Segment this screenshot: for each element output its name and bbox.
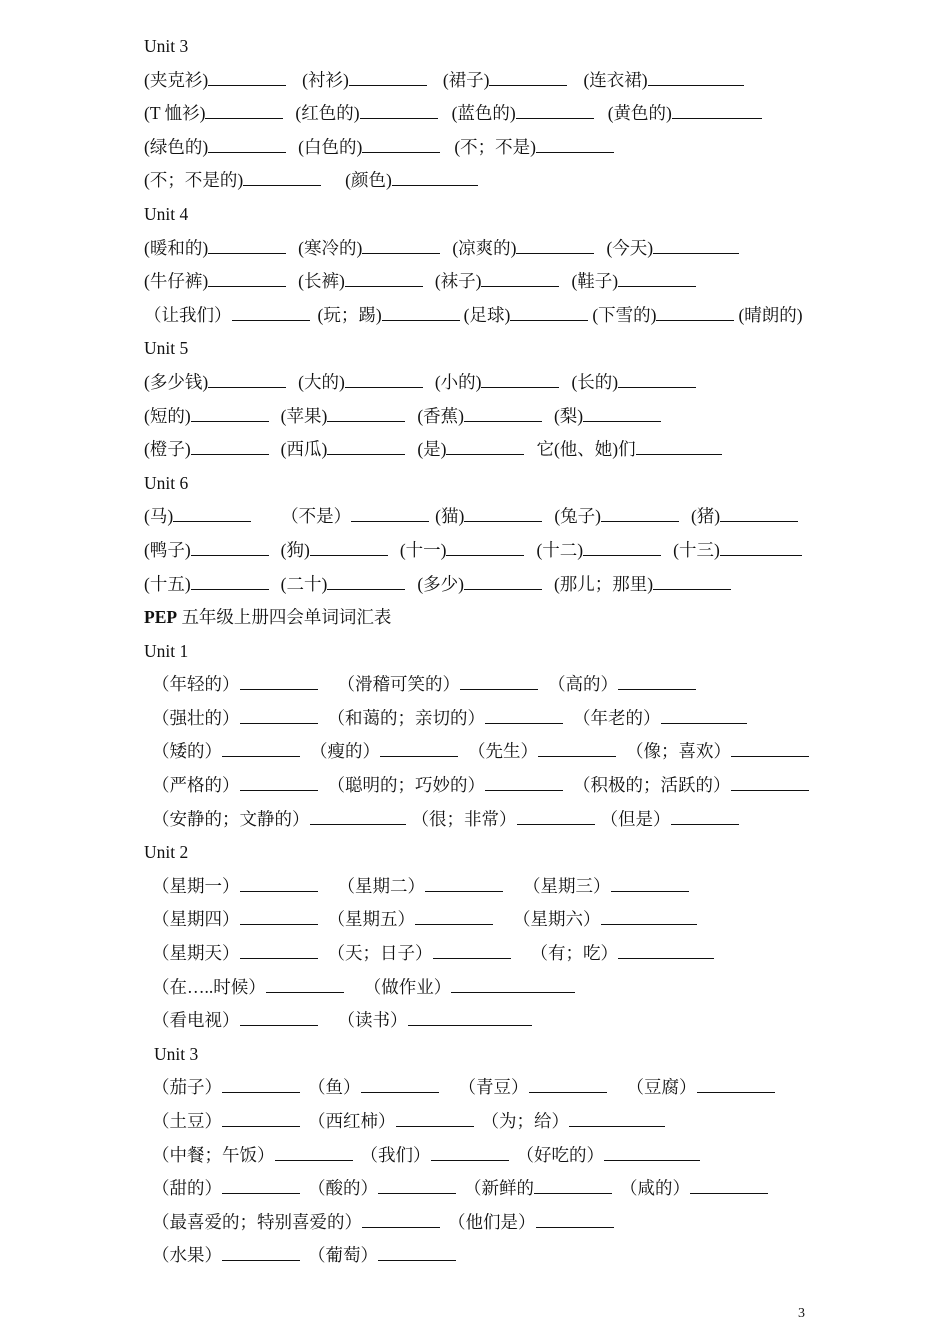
vocab-prompt: （看电视） <box>152 1010 240 1031</box>
answer-blank[interactable] <box>604 1159 700 1161</box>
vocab-row <box>144 702 824 736</box>
answer-blank[interactable] <box>208 84 286 86</box>
vocab-prompt: （在…..时候） <box>152 976 266 997</box>
vocab-prompt: (那儿；那里) <box>553 573 654 594</box>
vocab-prompt: (晴朗的) <box>738 304 803 325</box>
answer-blank[interactable] <box>205 117 283 119</box>
vocab-prompt: (长裤) <box>298 271 345 292</box>
answer-blank[interactable] <box>481 386 559 388</box>
answer-blank[interactable] <box>618 285 696 287</box>
answer-blank[interactable] <box>208 151 286 153</box>
vocab-row <box>144 1206 824 1240</box>
vocab-prompt: （茄子） <box>152 1077 222 1098</box>
vocab-row <box>144 735 824 769</box>
answer-blank[interactable] <box>191 554 269 556</box>
vocab-prompt: （星期三） <box>523 875 611 896</box>
unit-heading: Unit 1 <box>144 640 189 661</box>
answer-blank[interactable] <box>425 890 503 892</box>
answer-blank[interactable] <box>362 151 440 153</box>
vocab-prompt: (蓝色的) <box>451 103 516 124</box>
title-text: 五年级上册四会单词词汇表 <box>177 607 392 628</box>
vocab-prompt: (暖和的) <box>144 237 209 258</box>
answer-blank[interactable] <box>485 789 563 791</box>
answer-blank[interactable] <box>451 991 575 993</box>
vocab-prompt: （星期五） <box>327 909 415 930</box>
answer-blank[interactable] <box>516 117 594 119</box>
answer-blank[interactable] <box>583 554 661 556</box>
vocab-prompt: （好吃的） <box>516 1144 604 1165</box>
vocab-prompt: (颜色) <box>345 170 392 191</box>
answer-blank[interactable] <box>208 386 286 388</box>
answer-blank[interactable] <box>361 1091 439 1093</box>
vocab-prompt: （星期四） <box>152 909 240 930</box>
answer-blank[interactable] <box>240 890 318 892</box>
answer-blank[interactable] <box>464 588 542 590</box>
answer-blank[interactable] <box>351 520 429 522</box>
answer-blank[interactable] <box>310 554 388 556</box>
answer-blank[interactable] <box>396 1125 474 1127</box>
answer-blank[interactable] <box>485 722 563 724</box>
vocab-prompt: （矮的） <box>152 741 222 762</box>
vocab-prompt: （读书） <box>337 1010 408 1031</box>
answer-blank[interactable] <box>464 420 542 422</box>
answer-blank[interactable] <box>534 1192 612 1194</box>
answer-blank[interactable] <box>191 420 269 422</box>
vocab-row <box>144 265 824 299</box>
vocab-prompt: (今天) <box>606 237 654 258</box>
vocab-prompt: (猪) <box>690 506 721 527</box>
vocab-prompt: (多少钱) <box>144 371 209 392</box>
vocab-prompt: (袜子) <box>434 271 482 292</box>
answer-blank[interactable] <box>415 923 493 925</box>
answer-blank[interactable] <box>538 755 616 757</box>
vocab-prompt: (鞋子) <box>571 271 619 292</box>
vocab-row <box>144 500 824 534</box>
vocab-prompt: (兔子) <box>554 506 601 527</box>
vocab-prompt: (多少) <box>417 573 464 594</box>
vocab-prompt: (梨) <box>553 405 584 426</box>
answer-blank[interactable] <box>266 991 344 993</box>
vocab-prompt: (T 恤衫) <box>144 103 206 124</box>
vocab-row <box>144 903 824 937</box>
vocab-prompt: (长的) <box>571 371 619 392</box>
vocab-prompt: （严格的） <box>152 775 240 796</box>
vocab-prompt: （年轻的） <box>152 674 240 695</box>
worksheet <box>144 30 824 1273</box>
unit-heading: Unit 6 <box>144 472 189 493</box>
vocab-prompt: （安静的；文静的） <box>152 808 310 829</box>
answer-blank[interactable] <box>349 84 427 86</box>
vocab-prompt: （有；吃） <box>530 943 618 964</box>
answer-blank[interactable] <box>618 386 696 388</box>
vocab-row <box>144 870 824 904</box>
vocab-prompt: （最喜爱的；特别喜爱的） <box>152 1211 362 1232</box>
answer-blank[interactable] <box>446 453 524 455</box>
vocab-prompt: (裙子) <box>442 69 490 90</box>
vocab-prompt: （瘦的） <box>310 741 380 762</box>
answer-blank[interactable] <box>240 789 318 791</box>
vocab-row <box>144 1071 824 1105</box>
vocab-prompt: (黄色的) <box>607 103 672 124</box>
vocab-prompt: （甜的） <box>152 1178 222 1199</box>
answer-blank[interactable] <box>583 420 661 422</box>
vocab-prompt: （聪明的；巧妙的） <box>327 775 485 796</box>
answer-blank[interactable] <box>362 1226 440 1228</box>
answer-blank[interactable] <box>191 453 269 455</box>
answer-blank[interactable] <box>433 957 511 959</box>
vocab-prompt: （不是） <box>281 506 352 527</box>
answer-blank[interactable] <box>240 722 318 724</box>
answer-blank[interactable] <box>378 1192 456 1194</box>
answer-blank[interactable] <box>327 588 405 590</box>
vocab-prompt: (牛仔裤) <box>144 271 209 292</box>
vocab-prompt: （土豆） <box>152 1111 222 1131</box>
answer-blank[interactable] <box>671 823 739 825</box>
vocab-prompt: (连衣裙) <box>583 69 648 90</box>
unit-heading: Unit 3 <box>144 36 189 56</box>
page-number: 3 <box>798 1306 805 1321</box>
vocab-prompt: (香蕉) <box>417 405 464 426</box>
vocab-row <box>144 131 824 165</box>
answer-blank[interactable] <box>327 420 405 422</box>
answer-blank[interactable] <box>208 252 286 254</box>
vocab-prompt: (寒冷的) <box>298 237 363 258</box>
answer-blank[interactable] <box>601 923 697 925</box>
vocab-prompt: (不；不是的) <box>144 170 244 191</box>
vocab-prompt: (下雪的) <box>592 304 657 325</box>
answer-blank[interactable] <box>232 319 310 321</box>
vocab-prompt: （天；日子） <box>327 943 433 964</box>
vocab-prompt: (白色的) <box>298 136 363 157</box>
vocab-list-title <box>144 601 824 635</box>
vocab-row <box>144 164 824 198</box>
vocab-prompt: (十二) <box>536 539 584 560</box>
answer-blank[interactable] <box>240 923 318 925</box>
vocab-prompt: (大的) <box>298 371 345 392</box>
answer-blank[interactable] <box>536 151 614 153</box>
vocab-prompt: (十一) <box>399 539 447 560</box>
answer-blank[interactable] <box>697 1091 775 1093</box>
answer-blank[interactable] <box>601 520 679 522</box>
answer-blank[interactable] <box>275 1159 353 1161</box>
vocab-prompt: （为；给） <box>481 1111 569 1131</box>
vocab-row <box>144 433 824 467</box>
answer-blank[interactable] <box>382 319 460 321</box>
vocab-row <box>144 971 824 1005</box>
answer-blank[interactable] <box>240 1024 318 1026</box>
answer-blank[interactable] <box>720 554 802 556</box>
answer-blank[interactable] <box>360 117 438 119</box>
unit-heading: Unit 3 <box>154 1043 199 1064</box>
answer-blank[interactable] <box>536 1226 614 1228</box>
answer-blank[interactable] <box>517 823 595 825</box>
vocab-row <box>144 232 824 266</box>
answer-blank[interactable] <box>392 184 478 186</box>
vocab-prompt: （年老的） <box>573 707 661 728</box>
answer-blank[interactable] <box>464 520 542 522</box>
answer-blank[interactable] <box>173 520 251 522</box>
vocab-row <box>144 668 824 702</box>
vocab-row <box>144 803 824 837</box>
vocab-prompt: (西瓜) <box>280 439 328 460</box>
answer-blank[interactable] <box>731 789 809 791</box>
vocab-prompt: （先生） <box>468 741 538 762</box>
vocab-prompt: （豆腐） <box>626 1077 697 1098</box>
vocab-prompt: （但是） <box>600 808 671 829</box>
unit-heading: Unit 4 <box>144 203 189 224</box>
answer-blank[interactable] <box>431 1159 509 1161</box>
answer-blank[interactable] <box>636 453 722 455</box>
answer-blank[interactable] <box>327 453 405 455</box>
answer-blank[interactable] <box>222 1192 300 1194</box>
answer-blank[interactable] <box>460 688 538 690</box>
answer-blank[interactable] <box>672 117 762 119</box>
vocab-prompt: (橙子) <box>144 439 191 460</box>
vocab-prompt: (玩；踢) <box>317 304 382 325</box>
answer-blank[interactable] <box>240 688 318 690</box>
vocab-prompt: （像；喜欢） <box>626 741 731 762</box>
answer-blank[interactable] <box>222 1259 300 1261</box>
vocab-prompt: （水果） <box>152 1245 222 1266</box>
vocab-prompt: （酸的） <box>308 1178 378 1199</box>
answer-blank[interactable] <box>208 285 286 287</box>
vocab-prompt: 它(他、她)们 <box>536 439 636 460</box>
answer-blank[interactable] <box>690 1192 768 1194</box>
vocab-prompt: （咸的） <box>620 1178 690 1199</box>
vocab-prompt: （让我们） <box>144 304 232 325</box>
vocab-prompt: （他们是） <box>448 1211 536 1232</box>
answer-blank[interactable] <box>240 957 318 959</box>
answer-blank[interactable] <box>611 890 689 892</box>
vocab-prompt: （做作业） <box>363 976 452 997</box>
answer-blank[interactable] <box>648 84 744 86</box>
vocab-prompt: （西红柿） <box>308 1111 396 1131</box>
answer-blank[interactable] <box>661 722 747 724</box>
vocab-prompt: （很；非常） <box>411 808 517 829</box>
vocab-prompt: （葡萄） <box>308 1245 378 1266</box>
vocab-prompt: (狗) <box>280 539 310 560</box>
answer-blank[interactable] <box>446 554 524 556</box>
vocab-prompt: (夹克衫) <box>144 69 209 90</box>
vocab-prompt: (马) <box>144 506 174 527</box>
vocab-prompt: (苹果) <box>280 405 328 426</box>
vocab-row <box>144 1139 824 1173</box>
vocab-row <box>144 1004 824 1038</box>
answer-blank[interactable] <box>408 1024 532 1026</box>
answer-blank[interactable] <box>243 184 321 186</box>
vocab-prompt: （和蔼的；亲切的） <box>327 707 485 728</box>
vocab-row <box>144 1105 824 1139</box>
unit-heading: Unit 2 <box>144 842 189 863</box>
answer-blank[interactable] <box>222 755 300 757</box>
answer-blank[interactable] <box>380 755 458 757</box>
vocab-row <box>144 937 824 971</box>
answer-blank[interactable] <box>191 588 269 590</box>
answer-blank[interactable] <box>569 1125 665 1127</box>
answer-blank[interactable] <box>731 755 809 757</box>
vocab-prompt: (绿色的) <box>144 136 209 157</box>
vocab-row <box>144 366 824 400</box>
answer-blank[interactable] <box>618 957 714 959</box>
title-bold: PEP <box>144 607 178 628</box>
vocab-prompt: （强壮的） <box>152 707 240 728</box>
answer-blank[interactable] <box>222 1125 300 1127</box>
vocab-prompt: （鱼） <box>308 1077 361 1098</box>
vocab-prompt: (不；不是) <box>454 136 536 157</box>
answer-blank[interactable] <box>481 285 559 287</box>
vocab-prompt: （星期一） <box>152 875 240 896</box>
vocab-prompt: （星期天） <box>152 943 240 964</box>
answer-blank[interactable] <box>310 823 406 825</box>
vocab-prompt: (是) <box>417 439 447 460</box>
vocab-prompt: （中餐；午饭） <box>152 1144 275 1165</box>
vocab-row <box>144 64 824 98</box>
vocab-row <box>144 1172 824 1206</box>
vocab-prompt: (足球) <box>463 304 511 325</box>
answer-blank[interactable] <box>222 1091 300 1093</box>
vocab-prompt: （青豆） <box>458 1077 529 1098</box>
vocab-row <box>144 97 824 131</box>
answer-blank[interactable] <box>345 285 423 287</box>
vocab-prompt: (小的) <box>434 371 482 392</box>
answer-blank[interactable] <box>362 252 440 254</box>
answer-blank[interactable] <box>489 84 567 86</box>
answer-blank[interactable] <box>653 252 739 254</box>
vocab-row <box>144 568 824 602</box>
vocab-prompt: （星期二） <box>337 875 425 896</box>
vocab-prompt: (红色的) <box>295 103 360 124</box>
answer-blank[interactable] <box>618 688 696 690</box>
vocab-prompt: (十五) <box>144 573 191 594</box>
vocab-prompt: (凉爽的) <box>452 237 517 258</box>
vocab-prompt: （积极的；活跃的） <box>573 775 731 796</box>
vocab-row <box>144 400 824 434</box>
vocab-prompt: (短的) <box>144 405 191 426</box>
answer-blank[interactable] <box>345 386 423 388</box>
vocab-row <box>144 1239 824 1273</box>
vocab-prompt: (二十) <box>280 573 328 594</box>
answer-blank[interactable] <box>378 1259 456 1261</box>
vocab-prompt: (猫) <box>435 506 465 527</box>
answer-blank[interactable] <box>516 252 594 254</box>
vocab-prompt: （滑稽可笑的） <box>337 674 460 695</box>
vocab-prompt: （我们） <box>360 1144 431 1165</box>
vocab-row <box>144 534 824 568</box>
answer-blank[interactable] <box>720 520 798 522</box>
vocab-prompt: （高的） <box>548 674 618 695</box>
answer-blank[interactable] <box>529 1091 607 1093</box>
answer-blank[interactable] <box>656 319 734 321</box>
vocab-prompt: (十三) <box>673 539 720 560</box>
vocab-prompt: （新鲜的 <box>464 1178 534 1199</box>
vocab-row <box>144 769 824 803</box>
vocab-prompt: (衬衫) <box>302 69 349 90</box>
vocab-prompt: （星期六） <box>513 909 601 930</box>
answer-blank[interactable] <box>510 319 588 321</box>
unit-heading: Unit 5 <box>144 338 189 359</box>
answer-blank[interactable] <box>653 588 731 590</box>
vocab-prompt: (鸭子) <box>144 539 191 560</box>
vocab-row <box>144 299 824 333</box>
